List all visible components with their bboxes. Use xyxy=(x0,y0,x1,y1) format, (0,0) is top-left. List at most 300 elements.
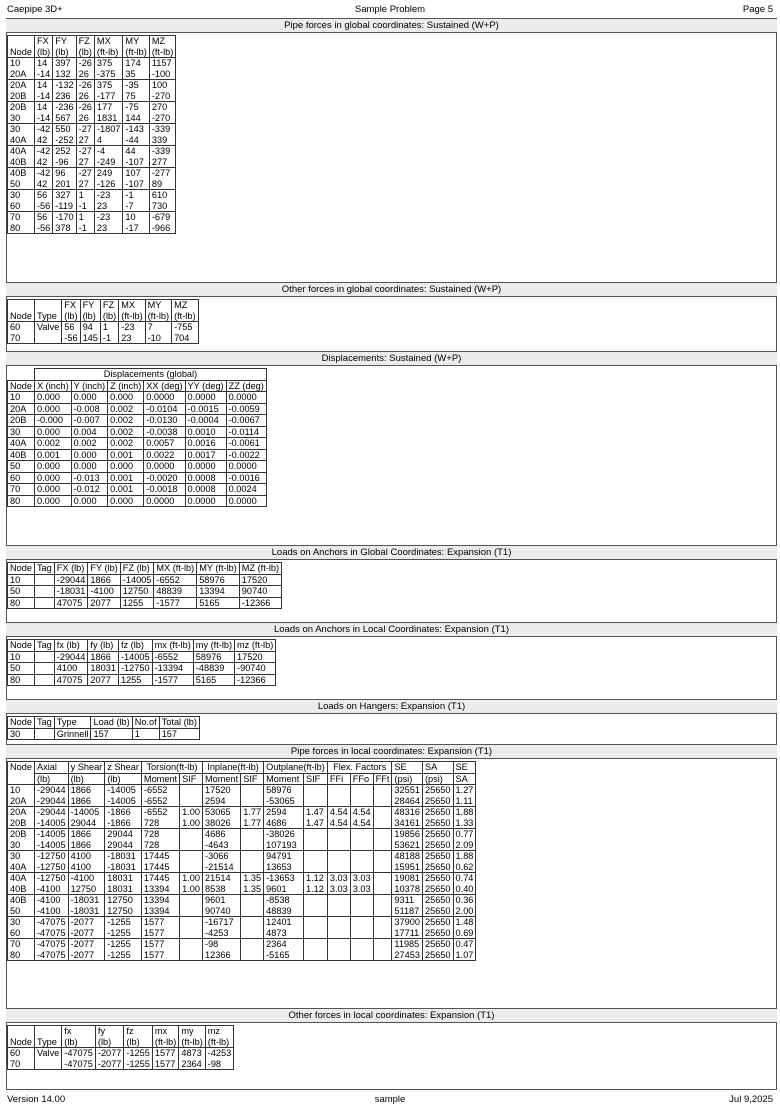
table-cell: 397 132 xyxy=(53,58,76,80)
table-cell: 0.000 xyxy=(108,461,144,473)
table-row xyxy=(8,728,200,740)
table-cell: 12401 4873 xyxy=(264,917,304,939)
table-cell: 0.000 xyxy=(71,461,108,473)
table-cell: 21514 8538 xyxy=(203,873,241,895)
table-cell: -4 -249 xyxy=(94,146,123,168)
column-header: Tag xyxy=(34,563,54,575)
column-group-header: Flex. Factors xyxy=(327,762,392,774)
table-cell: 25650 25650 xyxy=(422,895,453,917)
table-cell: -170 378 xyxy=(53,212,76,234)
table-cell: 80 xyxy=(8,597,35,609)
section-title: Displacements: Sustained (W+P) xyxy=(6,351,777,366)
table-cell: -4100 -4100 xyxy=(34,895,68,917)
table-cell: 0.000 xyxy=(108,392,144,404)
table-cell xyxy=(180,851,203,873)
table-cell: 11985 27453 xyxy=(392,939,423,961)
table-row xyxy=(8,146,176,168)
table-cell: -0.0104 xyxy=(144,403,185,415)
table-cell: 96 201 xyxy=(53,168,76,190)
table-cell: 327 -119 xyxy=(53,190,76,212)
table-cell: -236 567 xyxy=(53,102,76,124)
table-cell: 1866 1866 xyxy=(68,785,105,807)
table-cell: -4253 -98 xyxy=(205,1048,234,1070)
table-cell: 13394 xyxy=(197,586,240,598)
column-header: Moment xyxy=(141,773,179,785)
table-cell xyxy=(373,785,392,807)
table-cell: 30 40A xyxy=(8,851,35,873)
table-row xyxy=(8,212,176,234)
table-cell: 37900 17711 xyxy=(392,917,423,939)
table-cell xyxy=(34,728,54,740)
table-cell: 0.000 xyxy=(71,495,108,507)
table-cell: 53065 38026 xyxy=(203,807,241,829)
table-cell: 0.000 xyxy=(34,392,71,404)
table-cell: -47075 -47075 xyxy=(34,939,68,961)
table-cell: 14 -14 xyxy=(34,102,52,124)
table-cell xyxy=(34,674,54,686)
table-cell: -0.0059 xyxy=(226,403,266,415)
column-header: FX (lb) xyxy=(62,300,80,322)
table-cell: 17520 2594 xyxy=(203,785,241,807)
table-cell: -0.0020 xyxy=(144,472,185,484)
table-cell: 56 -56 xyxy=(62,322,80,344)
column-header: Node xyxy=(8,640,35,652)
table-cell: -48839 xyxy=(193,663,234,675)
table-cell: 25650 25650 xyxy=(422,829,453,851)
table-cell: 0.77 2.09 xyxy=(453,829,476,851)
column-header: SIF xyxy=(241,773,264,785)
table-cell: 0.0000 xyxy=(226,495,266,507)
table-cell: 0.000 xyxy=(34,484,71,496)
column-header: FY (lb) xyxy=(53,36,76,58)
table-cell: -0.0022 xyxy=(226,449,266,461)
table-cell xyxy=(373,939,392,961)
table-cell: 0.0000 xyxy=(226,461,266,473)
table-cell: 2077 xyxy=(88,674,119,686)
table-cell: -14005 xyxy=(120,574,154,586)
table-cell xyxy=(34,663,54,675)
table-cell: 18031 18031 xyxy=(105,873,142,895)
table-cell: 1 -1 xyxy=(100,322,118,344)
table-cell: -2077 -2077 xyxy=(68,939,105,961)
table-row xyxy=(8,574,282,586)
column-header: fz (lb) xyxy=(124,1026,153,1048)
column-header: mz (ft-lb) xyxy=(235,640,276,652)
table-cell: 0.002 xyxy=(34,438,71,450)
table-cell xyxy=(303,785,327,807)
column-header: (psi) xyxy=(392,773,423,785)
table-cell: 58976 xyxy=(197,574,240,586)
section-title: Pipe forces in global coordinates: Sustained (W+P) xyxy=(6,18,777,33)
results-table xyxy=(7,368,267,507)
table-cell: -23 23 xyxy=(94,190,123,212)
table-cell: 5165 xyxy=(193,674,234,686)
table-cell: 1577 1577 xyxy=(141,917,179,939)
table-cell: -27 27 xyxy=(76,146,94,168)
table-cell: 1.27 1.11 xyxy=(453,785,476,807)
table-cell: 0.74 0.40 xyxy=(453,873,476,895)
column-header: FFt xyxy=(373,773,392,785)
table-cell: 20B xyxy=(8,415,35,427)
table-cell: 4.54 4.54 xyxy=(350,807,373,829)
table-cell: 1 -1 xyxy=(76,190,94,212)
column-header: Tag xyxy=(34,717,54,729)
table-cell: 80 xyxy=(8,495,35,507)
table-cell: -1807 4 xyxy=(94,124,123,146)
table-header-row xyxy=(8,380,267,392)
table-cell: -339 339 xyxy=(149,124,175,146)
table-cell: -1255 -1255 xyxy=(124,1048,153,1070)
table-cell: -38026 107193 xyxy=(264,829,304,851)
table-cell: 0.0000 xyxy=(185,461,226,473)
column-header: Node xyxy=(8,717,35,729)
table-cell: 44 -107 xyxy=(123,146,149,168)
table-cell: 0.0057 xyxy=(144,438,185,450)
table-cell: -12750 xyxy=(118,663,152,675)
column-group-header: Inplane(ft-lb) xyxy=(203,762,264,774)
column-header: FFi xyxy=(327,773,350,785)
table-cell: 1577 1577 xyxy=(141,939,179,961)
table-cell: 0.000 xyxy=(108,495,144,507)
table-row xyxy=(8,484,267,496)
table-cell: 40B xyxy=(8,449,35,461)
column-header: fy (lb) xyxy=(95,1026,124,1048)
table-cell: 94791 13653 xyxy=(264,851,304,873)
table-cell xyxy=(303,829,327,851)
table-row xyxy=(8,873,476,895)
table-cell: -0.0016 xyxy=(226,472,266,484)
column-header: Node xyxy=(8,380,35,392)
column-header: mx (ft-lb) xyxy=(152,640,193,652)
results-table xyxy=(7,716,200,740)
report-date: Jul 9,2025 xyxy=(729,1094,773,1105)
table-cell xyxy=(327,895,350,917)
table-header-row xyxy=(8,36,176,58)
table-cell: 10 20A xyxy=(8,785,35,807)
table-header-row xyxy=(8,1026,234,1048)
column-header: Node xyxy=(8,563,35,575)
table-cell: -2077 -2077 xyxy=(95,1048,124,1070)
table-cell: -6552 xyxy=(154,574,197,586)
column-header: SE xyxy=(453,762,476,774)
column-header: mx (ft-lb) xyxy=(152,1026,178,1048)
table-cell: 14 -14 xyxy=(34,58,52,80)
table-cell: 1.48 0.69 xyxy=(453,917,476,939)
table-cell: 2077 xyxy=(88,597,120,609)
column-header: Tag xyxy=(34,640,54,652)
table-cell: -6552 -6552 xyxy=(141,785,179,807)
table-cell: -42 42 xyxy=(34,124,52,146)
table-cell: 17445 17445 xyxy=(141,851,179,873)
column-header: Moment xyxy=(264,773,304,785)
table-cell: 157 xyxy=(91,728,132,740)
table-cell xyxy=(350,785,373,807)
table-cell: -1 -7 xyxy=(123,190,149,212)
table-row xyxy=(8,58,176,80)
table-header-row xyxy=(8,563,282,575)
column-header: XX (deg) xyxy=(144,380,185,392)
table-cell: 0.0000 xyxy=(144,392,185,404)
table-cell xyxy=(373,895,392,917)
table-row xyxy=(8,449,267,461)
column-header: MX (ft-lb) xyxy=(154,563,197,575)
column-header: my (ft-lb) xyxy=(193,640,234,652)
table-cell: -18031 xyxy=(54,586,88,598)
table-cell: 56 -56 xyxy=(34,190,52,212)
table-cell: 1.88 0.62 xyxy=(453,851,476,873)
table-cell: 0.0016 xyxy=(185,438,226,450)
table-row xyxy=(8,829,476,851)
table-cell: 9601 90740 xyxy=(203,895,241,917)
table-cell: -277 89 xyxy=(149,168,175,190)
table-row xyxy=(8,168,176,190)
table-cell: 1 -1 xyxy=(76,212,94,234)
table-cell: -98 12366 xyxy=(203,939,241,961)
column-header: (lb) xyxy=(68,773,105,785)
table-row xyxy=(8,80,176,102)
column-header: X (inch) xyxy=(34,380,71,392)
table-cell: 0.0022 xyxy=(144,449,185,461)
column-header: FFo xyxy=(350,773,373,785)
report-section xyxy=(6,545,777,609)
table-row xyxy=(8,461,267,473)
table-row xyxy=(8,392,267,404)
column-header: Type xyxy=(34,1026,61,1048)
column-header: (lb) xyxy=(34,773,68,785)
table-cell: -1866 -1866 xyxy=(105,807,142,829)
column-header: SIF xyxy=(303,773,327,785)
table-cell: 40A 40B xyxy=(8,873,35,895)
table-cell: 19081 10378 xyxy=(392,873,423,895)
table-cell xyxy=(327,939,350,961)
table-cell: -27 27 xyxy=(76,168,94,190)
results-table xyxy=(7,761,476,961)
table-row xyxy=(8,586,282,598)
table-cell: 25650 25650 xyxy=(422,873,453,895)
table-cell: -35 75 xyxy=(123,80,149,102)
table-cell xyxy=(373,829,392,851)
table-cell: 48188 15951 xyxy=(392,851,423,873)
column-header: (psi) xyxy=(422,773,453,785)
table-cell: 25650 25650 xyxy=(422,851,453,873)
table-cell: 0.0000 xyxy=(144,495,185,507)
column-header: Load (lb) xyxy=(91,717,132,729)
table-cell: 19856 53621 xyxy=(392,829,423,851)
app-name: Caepipe 3D+ xyxy=(7,4,63,15)
table-cell: -0.013 xyxy=(71,472,108,484)
table-cell xyxy=(241,895,264,917)
table-cell: -16717 -4253 xyxy=(203,917,241,939)
table-cell: 20A 20B xyxy=(8,80,35,102)
table-row xyxy=(8,322,199,344)
table-row xyxy=(8,851,476,873)
table-cell: 20B 30 xyxy=(8,829,35,851)
table-cell: -13394 xyxy=(152,663,193,675)
report-section xyxy=(6,18,777,234)
table-cell: 550 -252 xyxy=(53,124,76,146)
table-cell: 1.00 1.00 xyxy=(180,873,203,895)
table-cell: 100 -270 xyxy=(149,80,175,102)
column-header: SA xyxy=(453,773,476,785)
table-row xyxy=(8,426,267,438)
table-cell: 17445 13394 xyxy=(141,873,179,895)
column-header: FZ (lb) xyxy=(120,563,154,575)
table-row xyxy=(8,597,282,609)
table-cell: -18031 -18031 xyxy=(105,851,142,873)
report-section xyxy=(6,744,777,961)
table-cell xyxy=(350,895,373,917)
table-cell: 60 70 xyxy=(8,322,35,344)
table-cell: -0.007 xyxy=(71,415,108,427)
table-cell: -143 -44 xyxy=(123,124,149,146)
table-cell xyxy=(373,851,392,873)
table-cell: -29044 -29044 xyxy=(34,785,68,807)
table-cell: 40A 40B xyxy=(8,146,35,168)
column-header: MY (ft-lb) xyxy=(123,36,149,58)
table-cell: -47075 -47075 xyxy=(34,917,68,939)
table-cell: -26 26 xyxy=(76,80,94,102)
table-cell: 1 xyxy=(132,728,159,740)
table-cell xyxy=(303,895,327,917)
table-cell: 50 xyxy=(8,586,35,598)
table-cell: -12750 -12750 xyxy=(34,851,68,873)
table-cell: 0.002 xyxy=(108,438,144,450)
column-header: z Shear xyxy=(105,762,142,774)
table-cell xyxy=(373,807,392,829)
table-cell: -8538 48839 xyxy=(264,895,304,917)
table-cell: 29044 29044 xyxy=(105,829,142,851)
table-cell: 2364 -5165 xyxy=(264,939,304,961)
table-cell: 0.001 xyxy=(34,449,71,461)
table-cell: -14005 -14005 xyxy=(34,829,68,851)
table-cell: -132 236 xyxy=(53,80,76,102)
table-cell: 30 60 xyxy=(8,917,35,939)
table-cell xyxy=(34,574,54,586)
table-row xyxy=(8,495,267,507)
table-cell: 157 xyxy=(159,728,199,740)
table-cell: -4100 xyxy=(88,586,120,598)
table-cell: -29044 -14005 xyxy=(34,807,68,829)
results-table xyxy=(7,299,199,344)
table-cell: 3.03 3.03 xyxy=(327,873,350,895)
table-row xyxy=(8,190,176,212)
table-cell: 70 xyxy=(8,484,35,496)
table-cell: -0.008 xyxy=(71,403,108,415)
table-cell: 7 -10 xyxy=(145,322,171,344)
column-header: fx (lb) xyxy=(62,1026,96,1048)
column-header: YY (deg) xyxy=(185,380,226,392)
table-cell: 25650 25650 xyxy=(422,917,453,939)
table-cell: 0.000 xyxy=(34,495,71,507)
column-header: No.of xyxy=(132,717,159,729)
table-cell: 56 -56 xyxy=(34,212,52,234)
column-header: MZ (ft-lb) xyxy=(149,36,175,58)
table-cell: 70 80 xyxy=(8,212,35,234)
table-cell: 60 xyxy=(8,472,35,484)
table-cell xyxy=(180,939,203,961)
table-cell: 9311 51187 xyxy=(392,895,423,917)
table-cell xyxy=(34,586,54,598)
table-cell: 12750 xyxy=(120,586,154,598)
column-header: fx (lb) xyxy=(54,640,88,652)
table-cell: 58976 -53065 xyxy=(264,785,304,807)
table-cell xyxy=(373,873,392,895)
table-cell: -13653 9601 xyxy=(264,873,304,895)
table-cell xyxy=(180,829,203,851)
table-cell: -42 42 xyxy=(34,168,52,190)
table-cell: 50 xyxy=(8,461,35,473)
column-group-header: Torsion(ft-lb) xyxy=(141,762,202,774)
table-cell xyxy=(241,785,264,807)
table-cell: 17520 xyxy=(239,574,281,586)
column-header: y Shear xyxy=(68,762,105,774)
section-title: Pipe forces in local coordinates: Expansion (T1) xyxy=(6,744,777,759)
table-cell: 20A 20B xyxy=(8,807,35,829)
table-cell: 90740 xyxy=(239,586,281,598)
table-header-row xyxy=(8,300,199,322)
table-cell: 10 xyxy=(8,651,35,663)
table-cell: -0.012 xyxy=(71,484,108,496)
table-cell: 0.000 xyxy=(34,472,71,484)
table-cell: 0.0010 xyxy=(185,426,226,438)
table-cell xyxy=(241,829,264,851)
table-cell: 4686 -4643 xyxy=(203,829,241,851)
table-cell: 10 20A xyxy=(8,58,35,80)
table-row xyxy=(8,939,476,961)
column-header: Node xyxy=(8,300,35,322)
table-cell: 0.000 xyxy=(34,426,71,438)
column-header: fz (lb) xyxy=(118,640,152,652)
table-cell: 0.0017 xyxy=(185,449,226,461)
table-row xyxy=(8,438,267,450)
table-cell: 10 -17 xyxy=(123,212,149,234)
table-cell: -29044 xyxy=(54,574,88,586)
table-cell: 0.001 xyxy=(108,472,144,484)
table-row xyxy=(8,663,276,675)
column-header: MZ (ft-lb) xyxy=(239,563,281,575)
table-row xyxy=(8,124,176,146)
column-header: FY (lb) xyxy=(80,300,100,322)
table-cell xyxy=(303,851,327,873)
table-cell: -0.0015 xyxy=(185,403,226,415)
table-cell: 40B 50 xyxy=(8,895,35,917)
table-cell: 18031 xyxy=(88,663,119,675)
table-cell: -0.0114 xyxy=(226,426,266,438)
column-header: FZ (lb) xyxy=(100,300,118,322)
table-cell: 30 40A xyxy=(8,124,35,146)
column-header: MY (ft-lb) xyxy=(197,563,240,575)
table-cell xyxy=(327,829,350,851)
column-header: Total (lb) xyxy=(159,717,199,729)
table-cell: 4.54 4.54 xyxy=(327,807,350,829)
column-header: ZZ (deg) xyxy=(226,380,266,392)
column-header: Node xyxy=(8,762,35,785)
table-cell: 0.000 xyxy=(71,449,108,461)
table-cell: 48839 xyxy=(154,586,197,598)
table-cell: 13394 13394 xyxy=(141,895,179,917)
table-cell: 48316 34161 xyxy=(392,807,423,829)
table-cell: 50 xyxy=(8,663,35,675)
table-cell: -12750 -4100 xyxy=(34,873,68,895)
table-cell: 0.0000 xyxy=(144,461,185,473)
table-cell xyxy=(327,851,350,873)
table-cell xyxy=(241,939,264,961)
column-header: MZ (ft-lb) xyxy=(172,300,198,322)
table-cell xyxy=(350,939,373,961)
page-number: Page 5 xyxy=(742,4,773,15)
table-cell: -4100 12750 xyxy=(68,873,105,895)
table-cell: 0.0000 xyxy=(185,392,226,404)
